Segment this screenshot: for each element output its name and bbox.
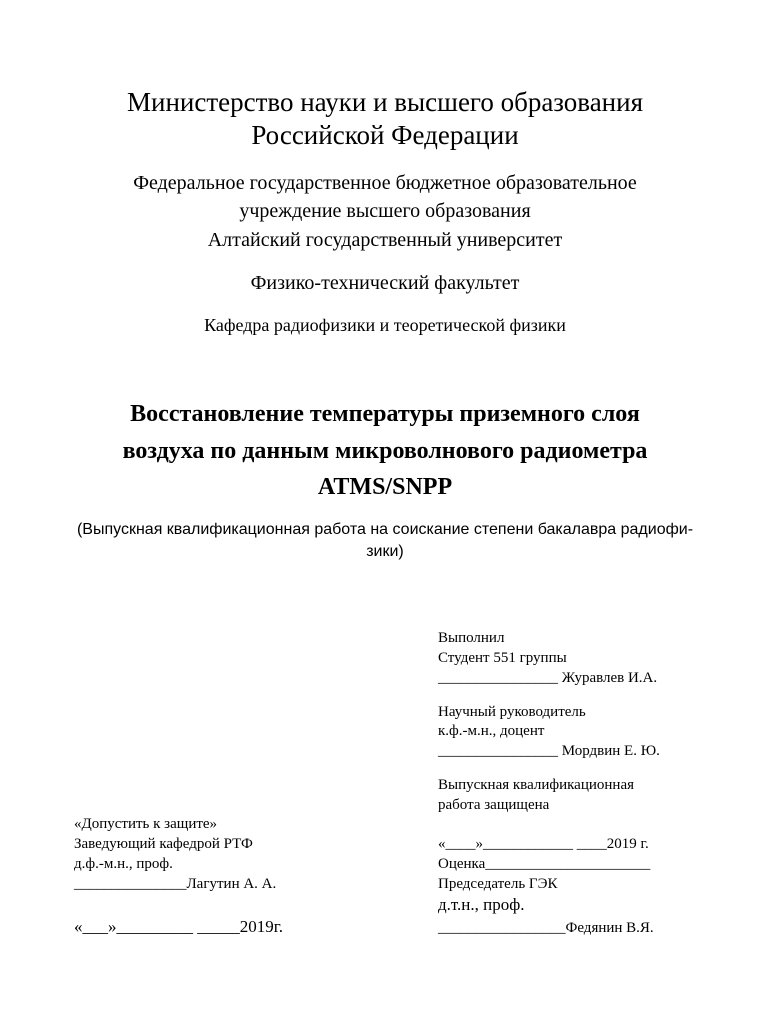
subtitle-line-1: (Выпускная квалификационная работа на соискание степени бакалавра радиофи- [76,521,694,538]
head-degree: д.ф.-м.н., проф. [74,856,173,872]
left-date-line: «___»_________ _____2019г. [74,917,284,936]
subtitle-line-2: зики) [366,543,404,560]
ministry-line-1: Министерство науки и высшего образования [126,87,644,117]
department-name: Кафедра радиофизики и теоретической физики [204,315,566,335]
thesis-title-line-1: Восстановление температуры приземного слоя [130,401,640,427]
advisor-signature: ________________ Мордвин Е. Ю. [438,743,660,759]
advisor-label: Научный руководитель [438,704,586,720]
defended-line-2: работа защищена [438,797,550,813]
institution-line-2: учреждение высшего образования [239,200,531,222]
defended-line-1: Выпускная квалификационная [438,777,634,793]
chairman-signature: _________________Федянин В.Я. [438,920,654,936]
thesis-title-line-2: воздуха по данным микроволнового радиометра [122,438,648,464]
student-group: Студент 551 группы [438,650,567,666]
defense-date-line: «____»____________ ____2019 г. [438,836,649,852]
head-signature: _______________Лагутин А. А. [74,876,277,892]
advisor-degree: к.ф.-м.н., доцент [438,723,545,739]
university-name: Алтайский государственный университет [207,229,563,251]
institution-line-1: Федеральное государственное бюджетное образовательное [133,172,637,194]
admit-label: «Допустить к защите» [74,816,218,832]
chairman-label: Председатель ГЭК [438,876,558,892]
performed-label: Выполнил [438,630,505,646]
ministry-line-2: Российской Федерации [251,120,519,150]
thesis-title-line-3: ATMS/SNPP [317,474,453,500]
head-of-department: Заведующий кафедрой РТФ [74,836,253,852]
grade-line: Оценка______________________ [438,856,651,872]
student-signature: ________________ Журавлев И.А. [438,670,658,686]
faculty-name: Физико-технический факультет [250,272,520,294]
chairman-degree: д.т.н., проф. [438,895,525,914]
